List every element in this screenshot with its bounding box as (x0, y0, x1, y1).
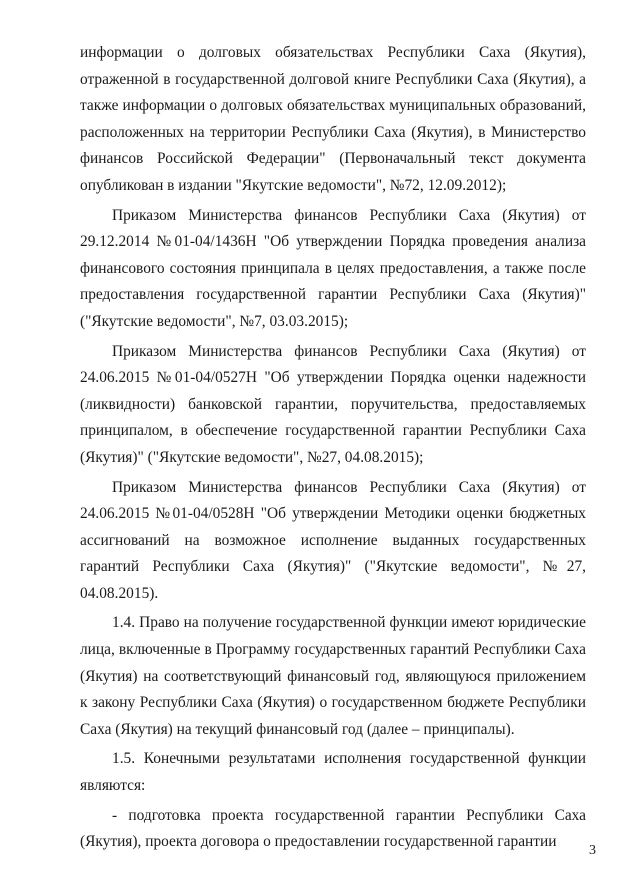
paragraph-1-5: 1.5. Конечными результатами исполнения государственной функции являются: (80, 750, 586, 795)
paragraph-order-1436n: Приказом Министерства финансов Республики Саха (Якутия) от 29.12.2014 №01-04/1436Н "Об утверждении Порядка проведения анализа финансового состояния принципала в целях предоставления, а также после предоставления государственной гарантии Республики Саха (Якутия)" ("Якутские ведомости", №7, 03.03.2015); (80, 206, 586, 330)
document-body (80, 40, 586, 856)
page-number: 3 (589, 843, 596, 858)
paragraph-order-0527n: Приказом Министерства финансов Республики Саха (Якутия) от 24.06.2015 №01-04/0527Н "Об утверждении Порядка оценки надежности (ликвидности) банковской гарантии, поручительства, предоставляемых принципалом, в обеспечение государственной гарантии Республики Саха (Якутия)" ("Якутские ведомости", №27, 04.08.2015); (80, 342, 586, 466)
paragraph-order-0528n: Приказом Министерства финансов Республики Саха (Якутия) от 24.06.2015 №01-04/0528Н "Об утверждении Методики оценки бюджетных ассигнований на возможное исполнение выданных государственных гарантий Республики Саха (Якутия)" ("Якутские ведомости", №27, 04.08.2015). (80, 478, 586, 602)
paragraph-1-4: 1.4. Право на получение государственной функции имеют юридические лица, включенные в Программу государственных гарантий Республики Саха (Якутия) на соответствующий финансовый год, являющуюся приложением к закону Республики Саха (Якутия) о государственном бюджете Республики Саха (Якутия) на текущий финансовый год (далее – принципалы). (80, 614, 586, 738)
paragraph-continuation: информации о долговых обязательствах Республики Саха (Якутия), отраженной в государственной долговой книге Республики Саха (Якутия), а также информации о долговых обязательствах муниципальных образований, расположенных на территории Республики Саха (Якутия), в Министерство финансов Российской Федерации" (Первоначальный текст документа опубликован в издании "Якутские ведомости", №72, 12.09.2012); (80, 44, 586, 194)
paragraph-list-item: - подготовка проекта государственной гарантии Республики Саха (Якутия), проекта договора о предоставлении государственной гарантии (80, 806, 586, 851)
